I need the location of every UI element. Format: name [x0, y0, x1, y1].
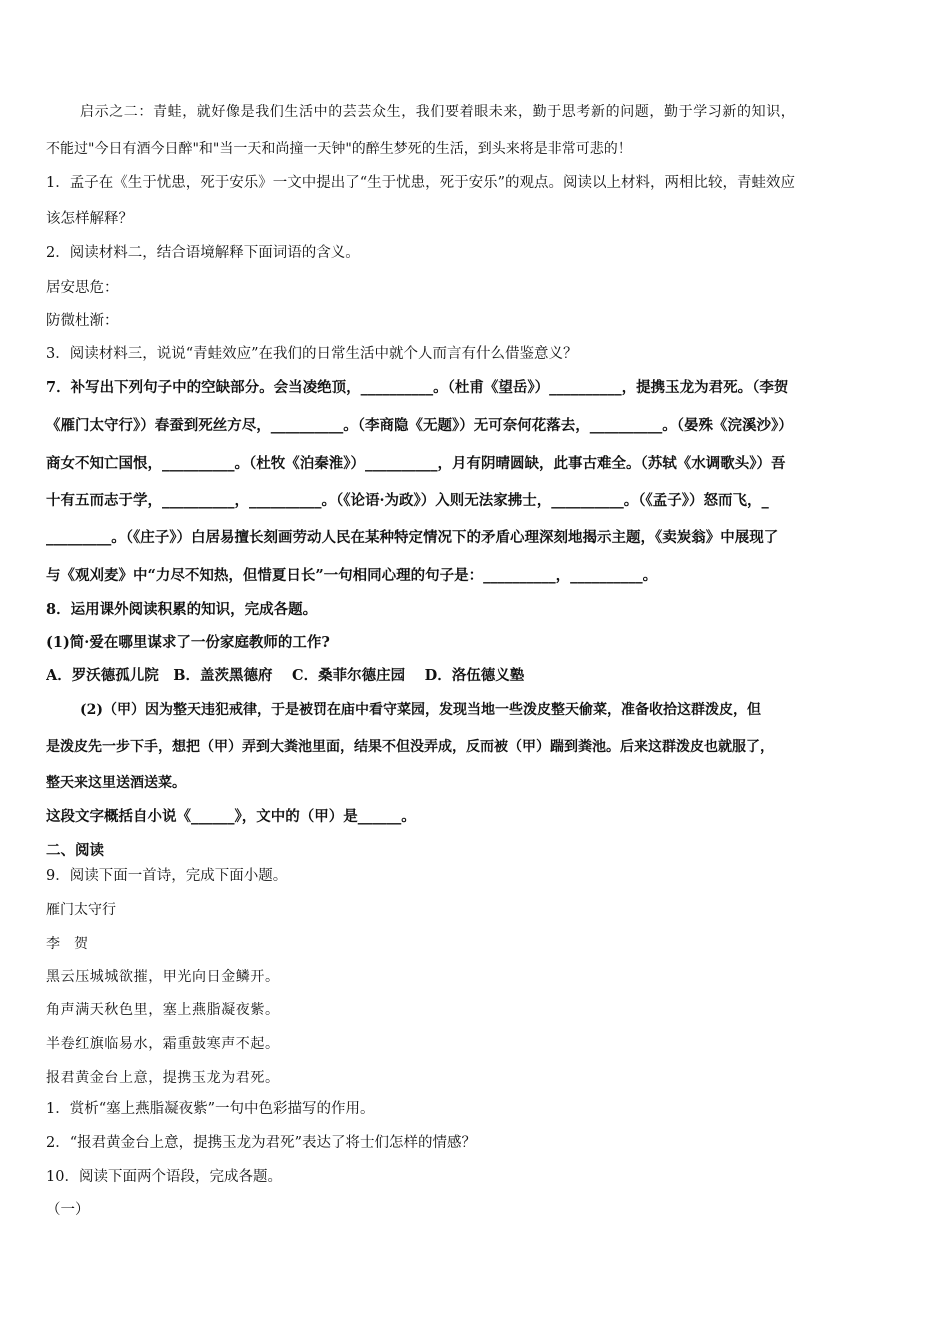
- question-7-line-4: 十有五而志于学，__________，__________。（《论语·为政》）入则无法家拂士，__________。（《孟子》）怒而飞，_: [46, 492, 769, 509]
- question-7-line-6: 与《观刈麦》中“力尽不知热，但惜夏日长”一句相同心理的句子是：__________，__________。: [46, 567, 658, 584]
- question-8-sub-2-line-3: 整天来这里送酒送菜。: [46, 775, 186, 791]
- question-8: 8．运用课外阅读积累的知识，完成各题。: [46, 601, 318, 618]
- question-1-line-2: 该怎样解释？: [46, 211, 133, 227]
- term-ju-an-si-wei: 居安思危：: [46, 280, 119, 296]
- question-9-sub-1: 1．赏析“塞上燕脂凝夜紫”一句中色彩描写的作用。: [46, 1101, 375, 1117]
- inspiration-two-line-1: 启示之二：青蛙，就好像是我们生活中的芸芸众生，我们要着眼未来，勤于思考新的问题，勤于学习新的知识，: [80, 104, 796, 120]
- inspiration-two-line-2: 不能过"今日有酒今日醉"和"当一天和尚撞一天钟"的醉生梦死的生活，到头来将是非常可悲的！: [46, 141, 632, 157]
- question-7-line-1: 7．补写出下列句子中的空缺部分。会当凌绝顶，__________。（杜甫《望岳》）__________，提携玉龙为君死。（李贺: [46, 379, 789, 396]
- question-9-sub-2: 2．“报君黄金台上意，提携玉龙为君死”表达了将士们怎样的情感？: [46, 1135, 477, 1151]
- question-7-line-5: _________。（《庄子》）白居易擅长刻画劳动人民在某种特定情况下的矛盾心理深刻地揭示主题，《卖炭翁》中展现了: [46, 529, 779, 546]
- poem-line-1: 黑云压城城欲摧，甲光向日金鳞开。: [46, 969, 280, 985]
- question-2: 2．阅读材料二，结合语境解释下面词语的含义。: [46, 245, 360, 261]
- question-7-line-3: 商女不知亡国恨，__________。（杜牧《泊秦淮》）__________，月有阴晴圆缺，此事古难全。（苏轼《水调歌头》）吾: [46, 455, 786, 472]
- question-3: 3．阅读材料三，说说“青蛙效应”在我们的日常生活中就个人而言有什么借鉴意义？: [46, 346, 578, 362]
- section-heading-reading: 二、阅读: [46, 842, 104, 859]
- passage-one-heading: （一）: [46, 1202, 90, 1218]
- question-8-sub-1: (1)简·爱在哪里谋求了一份家庭教师的工作?: [46, 634, 330, 651]
- question-8-sub-2-line-1: (2)（甲）因为整天违犯戒律，于是被罚在庙中看守菜园，发现当地一些泼皮整天偷菜，准备收拾这群泼皮，但: [80, 702, 761, 718]
- term-fang-wei-du-jian: 防微杜渐：: [46, 313, 119, 329]
- question-10: 10．阅读下面两个语段，完成各题。: [46, 1169, 282, 1185]
- poem-line-2: 角声满天秋色里，塞上燕脂凝夜紫。: [46, 1002, 280, 1018]
- question-8-sub-2-line-4: 这段文字概括自小说《______》，文中的（甲）是______。: [46, 808, 416, 825]
- question-8-options: A．罗沃德孤儿院 B．盖茨黑德府 C．桑菲尔德庄园 D．洛伍德义塾: [46, 667, 525, 684]
- poem-title: 雁门太守行: [46, 902, 116, 918]
- poem-line-3: 半卷红旗临易水，霜重鼓寒声不起。: [46, 1036, 280, 1052]
- poem-author: 李 贺: [46, 936, 88, 952]
- question-9: 9．阅读下面一首诗，完成下面小题。: [46, 868, 288, 884]
- question-1-line-1: 1．孟子在《生于忧患，死于安乐》一文中提出了“生于忧患，死于安乐”的观点。阅读以上材料，两相比较，青蛙效应: [46, 175, 796, 191]
- poem-line-4: 报君黄金台上意，提携玉龙为君死。: [46, 1070, 280, 1086]
- question-8-sub-2-line-2: 是泼皮先一步下手，想把（甲）弄到大粪池里面，结果不但没弄成，反而被（甲）踹到粪池。后来这群泼皮也就服了，: [46, 739, 774, 755]
- question-7-line-2: 《雁门太守行》）春蚕到死丝方尽，__________。（李商隐《无题》）无可奈何花落去，__________。（晏殊《浣溪沙》）: [46, 417, 793, 434]
